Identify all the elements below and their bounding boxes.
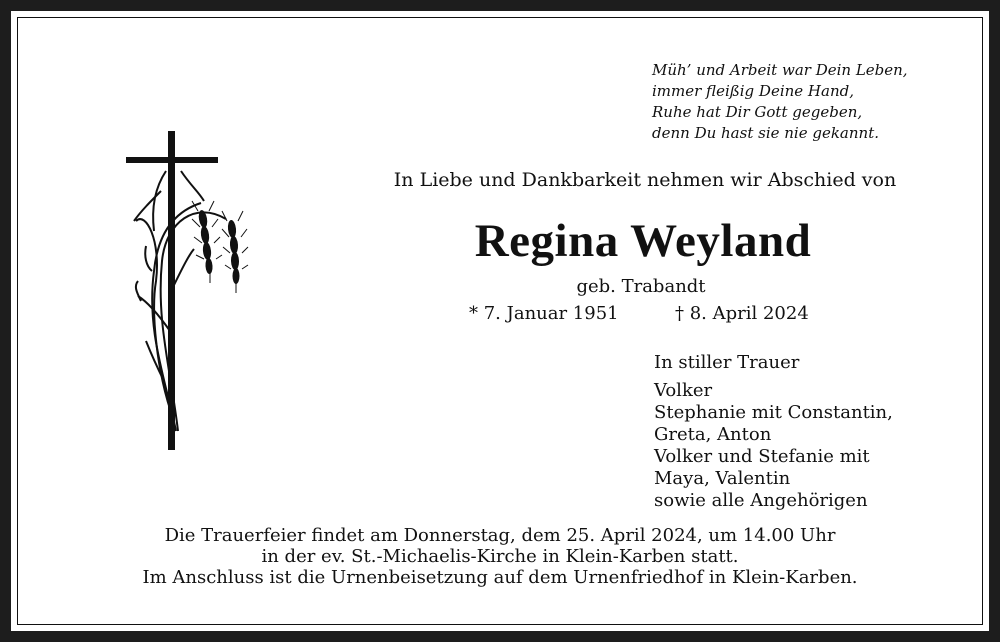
funeral-details [0, 525, 1000, 588]
death-date: † 8. April 2024 [675, 303, 809, 324]
mourner-line: Greta, Anton [654, 424, 772, 445]
poem-line: Ruhe hat Dir Gott gegeben, [652, 103, 863, 121]
mourner-line: Volker und Stefanie mit [654, 446, 870, 467]
mourners-heading: In stiller Trauer [654, 352, 800, 373]
mourner-line: Maya, Valentin [654, 468, 791, 489]
poem-line: immer fleißig Deine Hand, [652, 82, 854, 100]
birth-date: * 7. Januar 1951 [469, 303, 619, 324]
poem-line: denn Du hast sie nie gekannt. [652, 124, 879, 142]
mourner-line: Volker [654, 380, 713, 401]
intro-text: In Liebe und Dankbarkeit nehmen wir Abschied von [393, 169, 897, 191]
wheat-ears [197, 209, 239, 284]
deceased-name: Regina Weyland [474, 215, 812, 267]
funeral-line: Im Anschluss ist die Urnenbeisetzung auf dem Urnenfriedhof in Klein-Karben. [142, 567, 858, 588]
poem [652, 60, 908, 144]
mourner-line: sowie alle Angehörigen [654, 490, 868, 511]
funeral-line: Die Trauerfeier findet am Donnerstag, dem 25. April 2024, um 14.00 Uhr [164, 525, 836, 546]
cross-horizontal-beam [126, 157, 218, 163]
mourner-line: Stephanie mit Constantin, [654, 402, 893, 423]
maiden-name: geb. Trabandt [576, 276, 706, 297]
cross-with-wheat-icon [126, 131, 256, 461]
funeral-line: in der ev. St.-Michaelis-Kirche in Klein-Karben statt. [261, 546, 739, 567]
poem-line: Müh’ und Arbeit war Dein Leben, [652, 61, 908, 79]
wheat-stalks [134, 171, 226, 431]
mourners-list [654, 352, 893, 512]
